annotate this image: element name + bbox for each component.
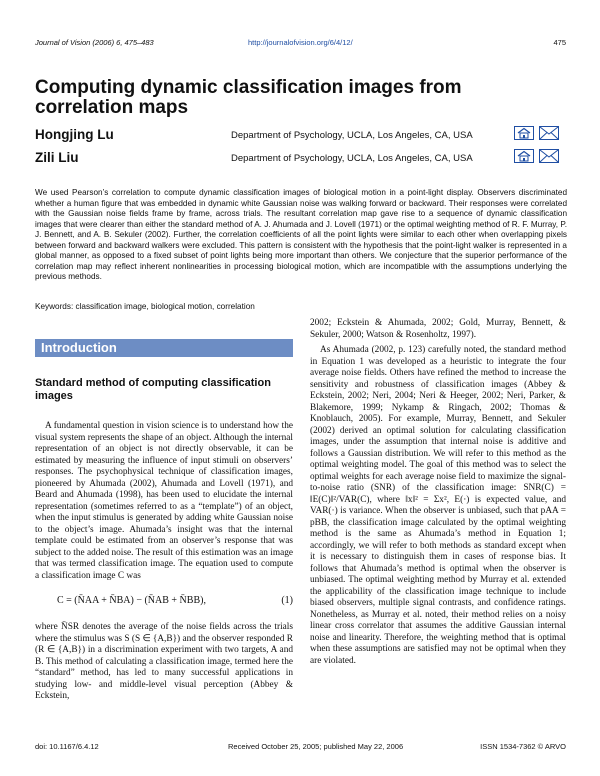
subsection-heading: Standard method of computing classification images: [35, 377, 271, 402]
received-date: Received October 25, 2005; published May 22, 2006: [228, 742, 404, 751]
equation-body: C = (N̄AA + N̄BA) − (N̄AB + N̄BB),: [57, 595, 206, 606]
right-column: [310, 318, 566, 667]
intro-paragraph-4: As Ahumada (2002, p. 123) carefully noted, the standard method in Equation 1 was developed as a heuristic to integrate the four average noise fields. Others have refined the method to increase the sensitivity and robustness of classification images (Abbey & Eckstein, 2002; Neri, 2004; Neri & Heeger, 2002; Neri, Parker, & Blakemore, 1999; Nykamp & Ringach, 2002; Thomas & Knoblauch, 2005). For example, Murray, Bennett, and Sekuler (2002) derived an optimal solution for calculating classification images, under the assumption that internal noise is additive and follows a Gaussian distribution. We will refer to this method as the optimal weighting model. The goal of this method was to select the optimal weights for each average noise field to maximize the signal-to-noise ratio (SNR) of the classification image: SNR(C) = ‖E(C)‖²/VAR(C), where ‖x‖² = Σx², E(·) is expected value, and VAR(·) is variance. When the observer is unbiased, such that pAA = pBB, the classification image calculated by the optimal weighting method is the same as Ahumada’s method in Equation 1; accordingly, we will refer to both methods as standard except when it is necessary to distinguish them in cases of response bias. It follows that Ahumada’s method is optimal when the observer is unbiased. The optimal weighting method by Murray et al. extended the applicability of the classification image technique to include biased observers, multiple signal contrasts, and confidence ratings. Nonetheless, as Murray et al. noted, their method relies on a noisy linear cross correlator that assumes the additive Gaussian internal noise and linearity. Therefore, the weighting method that is optimal when these assumptions are satisfied may not be optimal when they are violated.: [310, 345, 566, 666]
author-affiliation-2: Department of Psychology, UCLA, Los Angeles, CA, USA: [231, 153, 473, 164]
issn: ISSN 1534-7362 © ARVO: [480, 742, 566, 751]
mail-icon[interactable]: [539, 126, 559, 140]
equation-1: [35, 592, 293, 612]
intro-paragraph-2: where N̄SR denotes the average of the noise fields across the trials where the stimulus was S (S ∈ {A,B}) and the observer responded R (R ∈ {A,B}) in a discrimination experiment with two targets, A and B. This method of calculating a classification image, termed here the “standard” method, has led to many successful applications in studying low- and middle-level visual perception (Abbey & Eckstein,: [35, 622, 293, 701]
author-icons-2: [514, 149, 559, 163]
intro-paragraph-1: A fundamental question in vision science is to understand how the visual system represents the shape of an object. Although the internal representation of an object is not directly observable, it can be estimated by measuring the influence of input stimuli on observers’ responses. The psychophysical technique of classification images, pioneered by Ahumada (2002), Ahumada and Lovell (1971), and Beard and Ahumada (1998), has been used to elucidate the internal representation (sometimes referred to as a “template”) of an object, when the input stimulus is generated by adding white Gaussian noise to the object’s image. Ahumada’s insight was that the internal template could be estimated from an observer’s response that was subject to the added noise. The result of this estimation was an image that was termed classification image. The equation used to compute a classification image C was: [35, 421, 293, 581]
article-url-link[interactable]: http://journalofvision.org/6/4/12/: [248, 38, 353, 47]
home-icon[interactable]: [514, 126, 534, 140]
journal-citation: Journal of Vision (2006) 6, 475–483: [35, 38, 154, 47]
keywords: Keywords: classification image, biological motion, correlation: [35, 302, 255, 311]
author-icons-1: [514, 126, 559, 140]
section-heading-introduction: Introduction: [35, 339, 293, 357]
intro-paragraph-3: 2002; Eckstein & Ahumada, 2002; Gold, Murray, Bennett, & Sekuler, 2000; Watson & Rosenholtz, 1997).: [310, 318, 566, 340]
abstract: We used Pearson’s correlation to compute dynamic classification images of biological motion in a point-light display. Observers discriminated whether a human figure that was embedded in dynamic white Gaussian noise was walking forward or backward. Their responses were correlated with the Gaussian noise fields frame by frame, across trials. The resultant correlation map gave rise to a sequence of dynamic classification images that were clearer than either the standard method of A. J. Ahumada and J. Lovell (1971) or the optimal weighting method of R. F. Murray, P. J. Bennett, and A. B. Sekuler (2002). Further, the correlation coefficients of all the point lights were similar to each other when overlapping pixels between forward and backward walkers were excluded. This pattern is consistent with the hypothesis that the point-light walker is represented in a global manner, as opposed to a fixed subset of point lights being more important than others. We conjecture that the superior performance of the correlation map may reflect inherent nonlinearities in processing biological motion, which are incompatible with the assumptions underlying the previous methods.: [35, 188, 567, 281]
page-number: 475: [553, 38, 566, 47]
paper-title: Computing dynamic classification images from correlation maps: [35, 77, 462, 118]
doi: doi: 10.1167/6.4.12: [35, 742, 99, 751]
equation-number: (1): [281, 595, 293, 606]
author-affiliation-1: Department of Psychology, UCLA, Los Angeles, CA, USA: [231, 130, 473, 141]
author-name-1: Hongjing Lu: [35, 127, 114, 142]
home-icon[interactable]: [514, 149, 534, 163]
author-name-2: Zili Liu: [35, 150, 79, 165]
left-column: [35, 339, 293, 703]
mail-icon[interactable]: [539, 149, 559, 163]
